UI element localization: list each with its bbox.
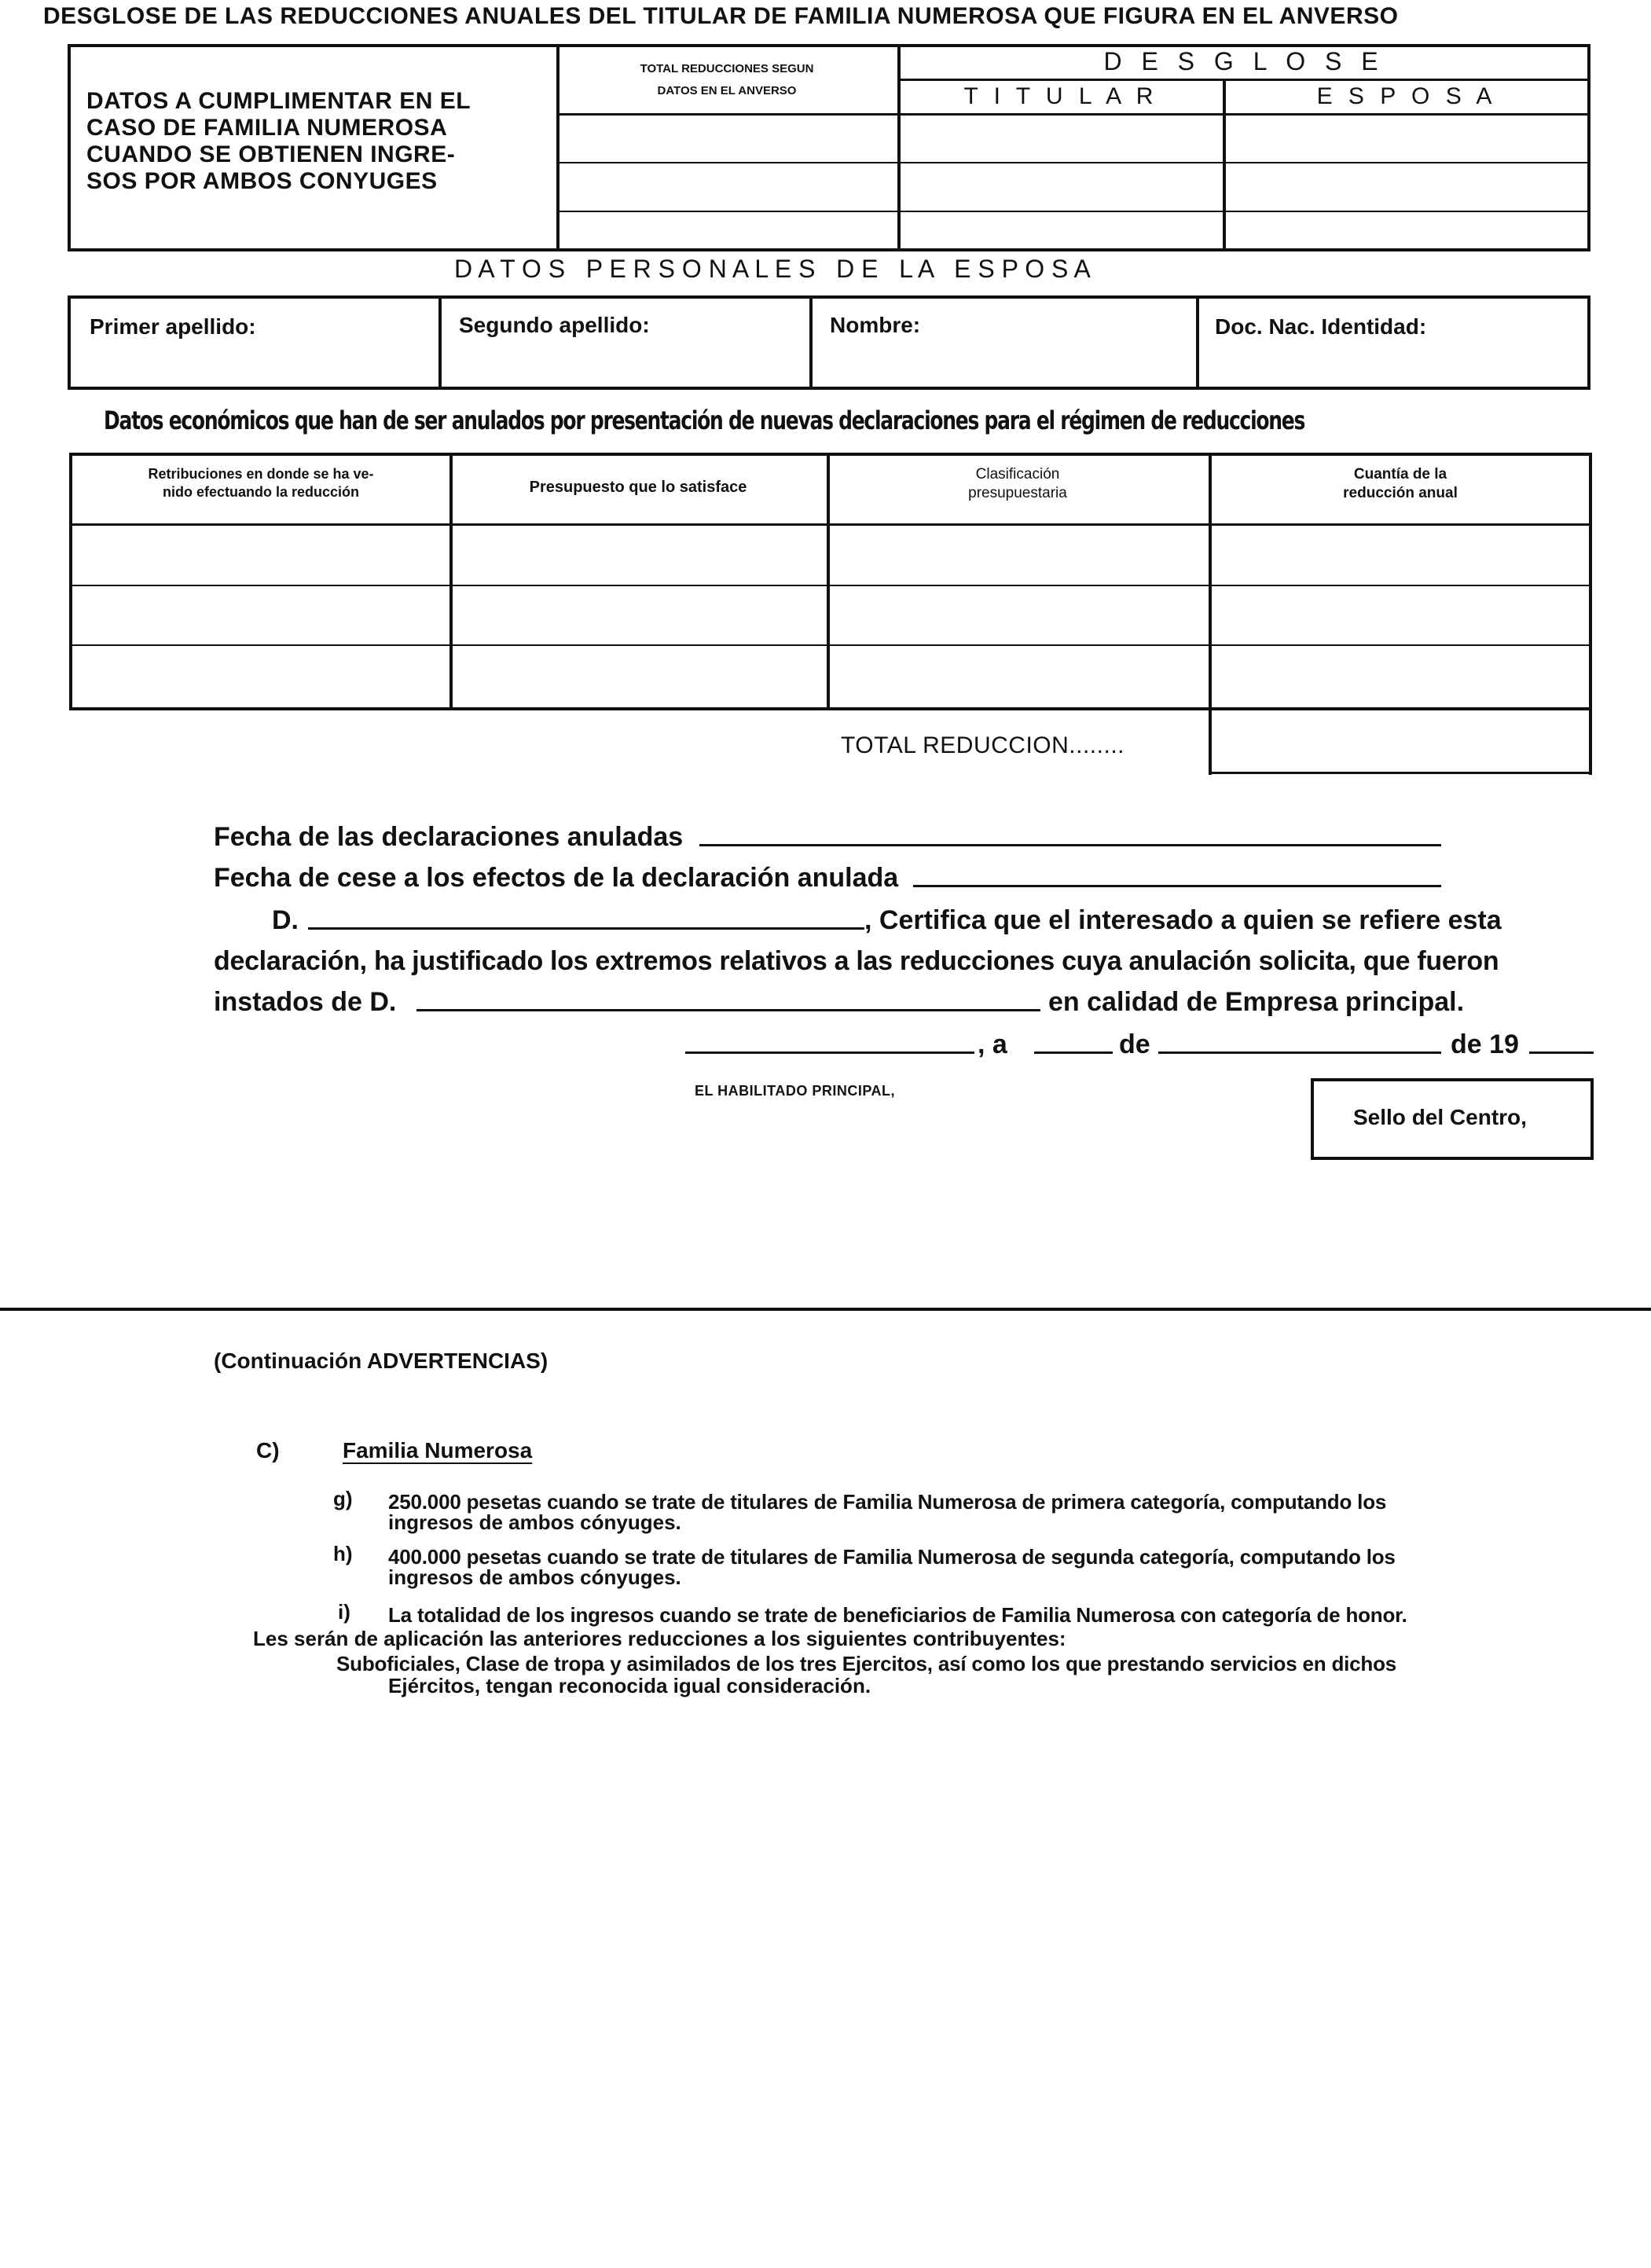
day-line[interactable] xyxy=(1034,1051,1113,1054)
col-retribuciones: Retribuciones en donde se ha ve- nido efectuando la reducción xyxy=(148,466,374,500)
personal-divider-3 xyxy=(1196,295,1199,390)
desglose-h2 xyxy=(556,113,1590,116)
date-de-text: de xyxy=(1119,1029,1150,1059)
d-name-line[interactable] xyxy=(308,927,864,930)
instados-name-line[interactable] xyxy=(416,1009,1040,1011)
item-h-line2: ingresos de ambos cónyuges. xyxy=(388,1565,681,1589)
certifica-text: , Certifica que el interesado a quien se refiere esta xyxy=(864,905,1502,935)
item-i-line1: La totalidad de los ingresos cuando se trate de beneficiarios de Familia Numerosa con categoría de honor. xyxy=(388,1603,1407,1627)
total-reducciones-header: TOTAL REDUCCIONES SEGUN DATOS EN EL ANVERSO xyxy=(640,62,814,97)
col-cuantia: Cuantía de la reducción anual xyxy=(1343,466,1458,501)
personal-data-table xyxy=(68,295,1590,390)
economic-h3 xyxy=(69,644,1592,646)
item-g-line1: 250.000 pesetas cuando se trate de titulares de Familia Numerosa de primera categoría, computando los xyxy=(388,1490,1387,1514)
item-g-line2: ingresos de ambos cónyuges. xyxy=(388,1510,681,1534)
d-prefix: D. xyxy=(272,905,299,935)
economic-section-title: Datos económicos que han de ser anulados por presentación de nuevas declaraciones para el régimen de reducciones xyxy=(104,406,1305,435)
place-line[interactable] xyxy=(685,1051,974,1054)
fecha-declaraciones-line[interactable] xyxy=(699,844,1441,846)
personal-divider-2 xyxy=(809,295,813,390)
page-title: DESGLOSE DE LAS REDUCCIONES ANUALES DEL TITULAR DE FAMILIA NUMEROSA QUE FIGURA EN EL ANVERSO xyxy=(43,3,1399,29)
col-presupuesto: Presupuesto que lo satisface xyxy=(529,479,747,496)
contrib-line1: Suboficiales, Clase de tropa y asimilados de los tres Ejercitos, así como los que prestando servicios en dichos xyxy=(336,1652,1397,1675)
desglose-h3 xyxy=(556,162,1590,163)
month-line[interactable] xyxy=(1158,1051,1441,1054)
fecha-cese-line[interactable] xyxy=(913,885,1441,887)
dni-field[interactable]: Doc. Nac. Identidad: xyxy=(1215,314,1427,339)
advertencias-heading: (Continuación ADVERTENCIAS) xyxy=(214,1349,548,1373)
fecha-cese-label: Fecha de cese a los efectos de la declaración anulada xyxy=(214,863,899,893)
item-h-line1: 400.000 pesetas cuando se trate de titulares de Familia Numerosa de segunda categoría, computando los xyxy=(388,1545,1396,1569)
contrib-line2: Ejércitos, tengan reconocida igual consideración. xyxy=(388,1674,871,1697)
date-a-text: , a xyxy=(978,1029,1007,1059)
fecha-declaraciones-label: Fecha de las declaraciones anuladas xyxy=(214,822,684,852)
year-line[interactable] xyxy=(1529,1051,1594,1054)
section-separator xyxy=(0,1308,1651,1311)
primer-apellido-field[interactable]: Primer apellido: xyxy=(90,314,256,339)
item-i-letter: i) xyxy=(338,1600,350,1624)
item-h-letter: h) xyxy=(333,1542,353,1565)
nombre-field[interactable]: Nombre: xyxy=(830,313,921,337)
desglose-left-label: DATOS A CUMPLIMENTAR EN EL CASO DE FAMILIA NUMEROSA CUANDO SE OBTIENEN INGRE- SOS POR AMBOS CONYUGES xyxy=(86,88,471,194)
sello-label: Sello del Centro, xyxy=(1353,1105,1527,1129)
familia-numerosa-title: Familia Numerosa xyxy=(343,1438,533,1462)
habilitado-principal: EL HABILITADO PRINCIPAL, xyxy=(695,1083,895,1099)
total-box-right xyxy=(1589,707,1592,775)
segundo-apellido-field[interactable]: Segundo apellido: xyxy=(459,313,650,337)
economic-h1 xyxy=(69,523,1592,526)
personal-section-title: D A T O S P E R S O N A L E S D E L A E S P O S A xyxy=(454,255,1091,283)
date-de19-text: de 19 xyxy=(1451,1029,1519,1059)
certification-line4: declaración, ha justificado los extremos relativos a las reducciones cuya anulación solicita, que fueron xyxy=(214,946,1499,976)
instados-prefix: instados de D. xyxy=(214,987,397,1017)
applies-line: Les serán de aplicación las anteriores reducciones a los siguientes contribuyentes: xyxy=(253,1627,1066,1650)
titular-header: T I T U L A R xyxy=(963,83,1158,109)
empresa-principal-text: en calidad de Empresa principal. xyxy=(1048,987,1465,1017)
desglose-h4 xyxy=(556,211,1590,212)
desglose-header: D E S G L O S E xyxy=(1103,47,1385,75)
economic-h2 xyxy=(69,585,1592,586)
desglose-h1 xyxy=(897,79,1590,81)
esposa-header: E S P O S A xyxy=(1316,83,1497,109)
personal-divider-1 xyxy=(438,295,442,390)
item-g-letter: g) xyxy=(333,1487,353,1510)
col-clasificacion: Clasificación presupuestaria xyxy=(968,466,1067,501)
section-letter-c: C) xyxy=(256,1438,280,1462)
total-box-bottom xyxy=(1209,772,1592,774)
total-reduccion-label: TOTAL REDUCCION........ xyxy=(841,732,1125,758)
